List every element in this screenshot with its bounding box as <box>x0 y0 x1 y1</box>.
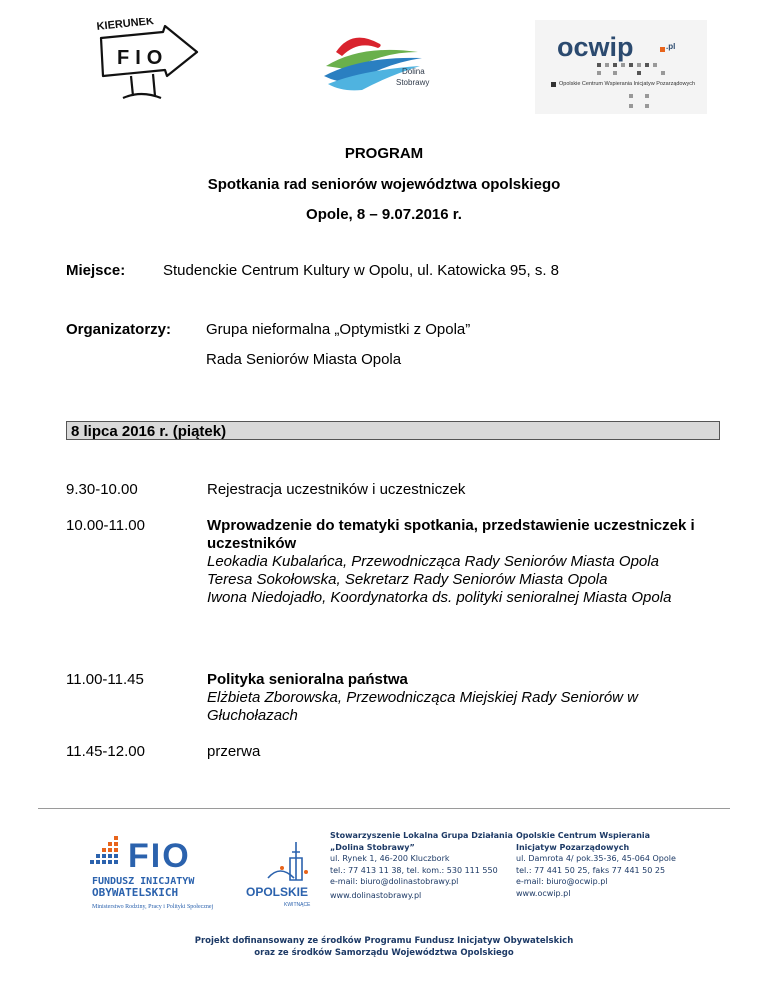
footer-divider <box>38 808 730 809</box>
footer-line[interactable]: e-mail: biuro@dolinastobrawy.pl <box>330 877 459 886</box>
funding-line: Projekt dofinansowany ze środków Programu Fundusz Inicjatyw Obywatelskich <box>194 936 574 946</box>
fio-program-logo <box>88 832 228 912</box>
footer-line: Opolskie Centrum Wspierania <box>516 831 651 840</box>
footer-line: tel.: 77 413 11 38, tel. kom.: 530 111 550 <box>330 865 498 875</box>
fio-sign-top-text: KIERUNEK <box>96 18 155 33</box>
ocwip-pl: .pl <box>666 42 676 51</box>
footer-contact-ocwip <box>516 830 676 899</box>
schedule-person: Iwona Niedojadło, Koordynatorka ds. polityki senioralnej Miasta Opola <box>207 589 672 606</box>
footer-line: tel.: 77 441 50 25, faks 77 441 50 25 <box>516 865 666 875</box>
page-title: PROGRAM <box>344 145 424 162</box>
schedule-entry <box>207 481 727 499</box>
schedule-entry <box>207 743 727 761</box>
organizers-label: Organizatorzy: <box>66 321 172 338</box>
funding-line: oraz ze środków Samorządu Województwa Opolskiego <box>254 948 514 958</box>
funding-note <box>0 935 768 959</box>
schedule-time: 9.30-10.00 <box>66 481 138 498</box>
schedule-title: Polityka senioralna państwa <box>207 671 408 688</box>
svg-text:Stobrawy: Stobrawy <box>396 78 430 87</box>
schedule-title: Wprowadzenie do tematyki spotkania, przedstawienie uczestniczek i uczestników <box>207 517 695 552</box>
footer-line: Stowarzyszenie Lokalna Grupa Działania <box>330 831 513 840</box>
fio-footer-line2: OBYWATELSKICH <box>92 886 179 899</box>
dolina-stobrawy-logo <box>322 30 440 96</box>
schedule-time: 10.00-11.00 <box>66 517 145 534</box>
ocwip-dot <box>660 47 665 52</box>
schedule-entry <box>207 671 727 725</box>
fio-footer-line1: FUNDUSZ INICJATYW <box>92 876 195 887</box>
footer-line[interactable]: www.ocwip.pl <box>516 888 571 898</box>
fio-footer-line3: Ministerstwo Rodziny, Pracy i Polityki Społecznej <box>92 904 214 910</box>
schedule-time: 11.45-12.00 <box>66 743 145 760</box>
footer-line: Inicjatyw Pozarządowych <box>516 842 630 852</box>
schedule-person: Teresa Sokołowska, Sekretarz Rady Seniorów Miasta Opola <box>207 571 608 588</box>
svg-text:Dolina: Dolina <box>402 67 425 76</box>
fio-footer-mark: FIO <box>128 837 191 875</box>
opolskie-name: OPOLSKIE <box>246 885 309 899</box>
place-label: Miejsce: <box>66 262 126 279</box>
schedule-title: przerwa <box>207 743 261 760</box>
ocwip-logo <box>535 20 707 114</box>
organizer-item: Grupa nieformalna „Optymistki z Opola” <box>206 321 471 338</box>
place-value: Studenckie Centrum Kultury w Opolu, ul. Katowicka 95, s. 8 <box>163 262 560 279</box>
schedule-person: Leokadia Kubalańca, Przewodnicząca Rady Seniorów Miasta Opola <box>207 553 659 570</box>
footer-line[interactable]: www.dolinastobrawy.pl <box>330 890 422 900</box>
page-subtitle: Spotkania rad seniorów województwa opolskiego <box>207 176 561 193</box>
opolskie-logo <box>244 838 314 912</box>
fio-sign-text: FIO <box>117 47 169 69</box>
ocwip-subtitle: Opolskie Centrum Wspierania Inicjatyw Pozarządowych <box>559 81 696 87</box>
footer-line: ul. Rynek 1, 46-200 Kluczbork <box>330 854 450 863</box>
opolskie-tag: KWITNĄCE <box>284 902 311 908</box>
schedule-person: Elżbieta Zborowska, Przewodnicząca Miejskiej Rady Seniorów w Głuchołazach <box>207 689 639 724</box>
schedule-entry <box>207 517 727 607</box>
schedule-title: Rejestracja uczestników i uczestniczek <box>207 481 466 498</box>
ocwip-wordmark: ocwip <box>557 32 634 62</box>
footer-line[interactable]: e-mail: biuro@ocwip.pl <box>516 877 608 886</box>
footer-line: ul. Damrota 4/ pok.35-36, 45-064 Opole <box>516 854 676 863</box>
event-dates: Opole, 8 – 9.07.2016 r. <box>306 206 462 223</box>
footer-contact-lgd <box>330 830 513 901</box>
day-header: 8 lipca 2016 r. (piątek) <box>66 421 720 440</box>
schedule-time: 11.00-11.45 <box>66 671 144 688</box>
footer-line: „Dolina Stobrawy” <box>330 842 415 852</box>
kierunek-fio-logo <box>93 18 203 100</box>
organizer-item: Rada Seniorów Miasta Opola <box>206 351 402 368</box>
